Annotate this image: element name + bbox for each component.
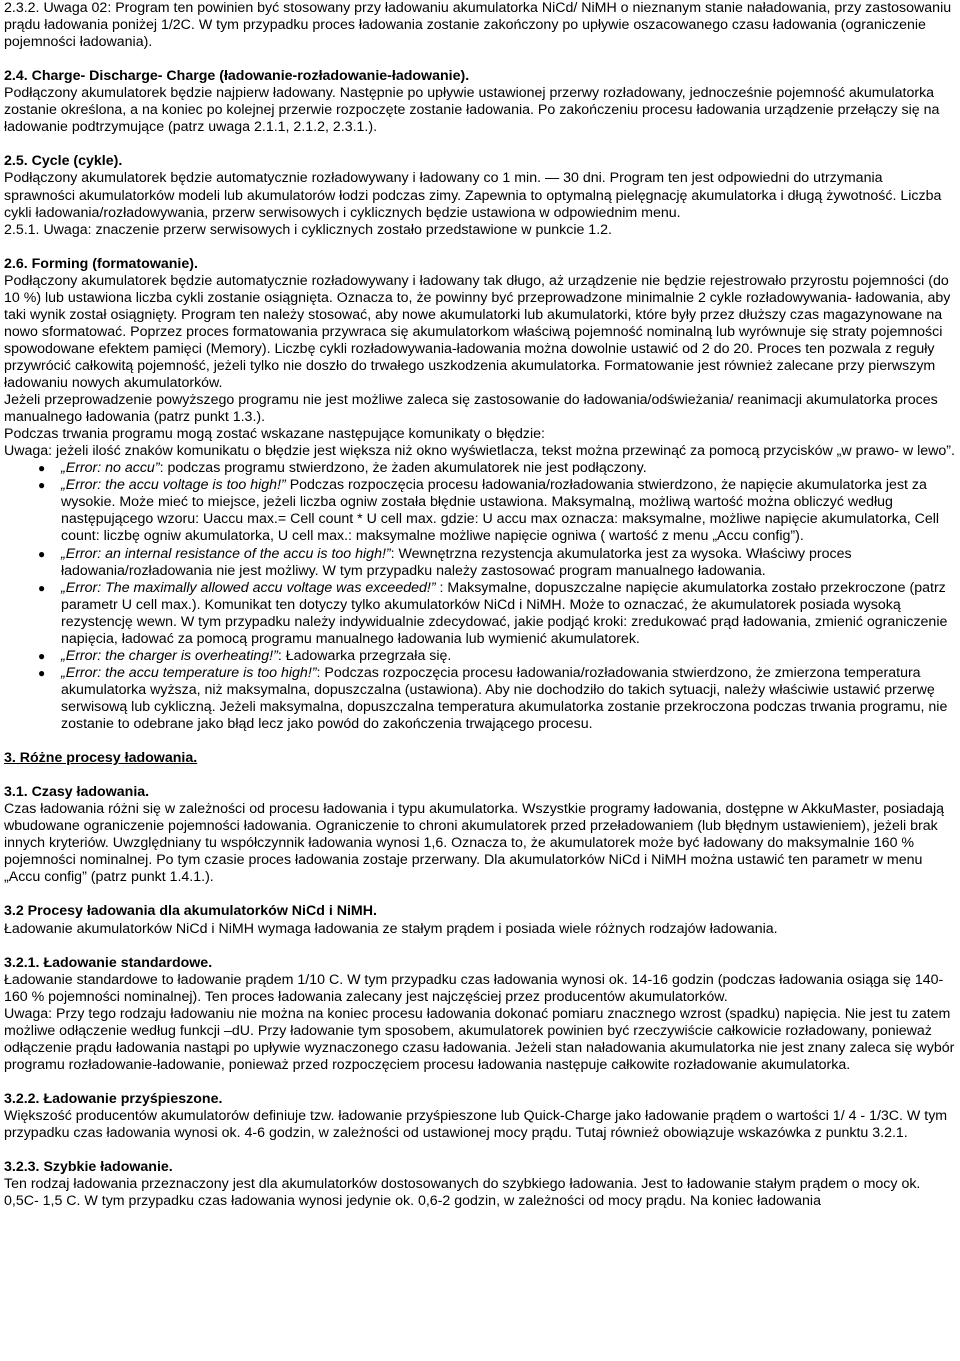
note-2-5-1: 2.5.1. Uwaga: znaczenie przerw serwisowych i cyklicznych zostało przedstawione w punkcie 1.2.	[4, 221, 612, 238]
section-3-2-body: Ładowanie akumulatorków NiCd i NiMH wymaga ładowania ze stałym prądem i posiada wiele różnych rodzajów ładowania.	[4, 920, 778, 937]
error-description: : Podczas rozpoczęcia procesu ładowania/rozładowania stwierdzono, że zmierzona temperatura akumulatorka wyższa, niż maksymalna, dopuszczalna (ustawiona). Aby nie dochodziło do takich sytuacji, należy właściwie ustawić przerwę serwisową lub cykliczną. Jeżeli maksymalna, dopuszczalna temperatura akumulatorka zostanie przekroczona podczas trwania programu, nie zostanie to odebrane jako błąd lecz jako powód do zakończenia trwającego procesu.	[61, 664, 948, 732]
error-message: „Error: the accu voltage is too high!”	[61, 477, 286, 494]
section-2-6-body-3: Podczas trwania programu mogą zostać wskazane następujące komunikaty o błędzie:	[4, 426, 545, 443]
section-3-2-1-body: Ładowanie standardowe to ładowanie prądem 1/10 C. W tym przypadku czas ładowania wynosi ok. 14-16 godzin (podczas ładowania osiąga się 140-160 % pojemności nominalnej). Ten proces ładowania zalecany jest najczęściej przez producentów akumulatorków.	[4, 971, 944, 1005]
spacer	[4, 239, 956, 256]
bullet-icon: ●	[38, 648, 46, 663]
section-3-2-1-body-2: Uwaga: Przy tego rodzaju ładowaniu nie można na koniec procesu ładowania dokonać pomiaru znacznego wzrost (spadku) napięcia. Nie jest tu zatem możliwe odłączenie według funkcji –dU. Przy ładowanie tym sposobem, akumulatorek powinien być rzeczywiście całkowicie rozładowany, ponieważ odłączenie prądu ładowania nastąpi po upływie wyznaczonego czasu ładowania. Jeżeli stan naładowania akumulatorka nie jest znany zaleca się wybór programu rozładowanie-ładowanie, ponieważ przed rozpoczęciem procesu ładowania następuje całkowite rozładowanie akumulatorka.	[4, 1005, 955, 1073]
error-description: : Wewnętrzna rezystencja akumulatorka jest za wysoka. Właściwy proces ładowania/rozładowania nie jest możliwy. W tym przypadku należy zastosować program manualnego ładowania.	[61, 545, 852, 579]
section-3-2-2-title: 3.2.2. Ładowanie przyśpieszone.	[4, 1091, 223, 1107]
bullet-icon: ●	[38, 665, 46, 680]
list-item	[4, 477, 956, 545]
section-2-5-title: 2.5. Cycle (cykle).	[4, 153, 123, 170]
spacer	[4, 1142, 956, 1159]
bullet-icon: ●	[38, 461, 46, 476]
bullet-icon: ●	[38, 546, 46, 561]
list-item	[4, 546, 956, 580]
spacer	[4, 136, 956, 153]
spacer	[4, 886, 956, 903]
list-item	[4, 665, 956, 733]
error-description: Podczas rozpoczęcia procesu ładowania/rozładowania stwierdzono, że napięcie akumulatorka jest za wysokie. Może mieć to miejsce, jeżeli liczba ogniw została błędnie ustawiona. Maksymalną, możliwą wartość można obliczyć według następującego wzoru: Uaccu max.= Cell count * U cell max. gdzie: U accu max oznacza: maksymalne, możliwe napięcie akumulatorka, Cell count: liczbę ogniw akumulatorka, U cell max.: maksymalne możliwe napięcie ogniwa ( wartość z menu „Accu config”).	[61, 477, 940, 545]
section-2-6-title: 2.6. Forming (formatowanie).	[4, 255, 198, 272]
error-message: „Error: the accu temperature is too high!”	[61, 664, 317, 681]
error-list	[4, 460, 956, 733]
section-2-6-body-2: Jeżeli przeprowadzenie powyższego programu nie jest możliwe zaleca się zastosowanie do ładowania/odświeżania/ reanimacji akumulatorka proces manualnego ładowania (patrz punkt 1.3.).	[4, 392, 938, 426]
error-description: : Ładowarka przegrzała się.	[277, 647, 452, 664]
spacer	[4, 938, 956, 955]
section-2-6-body-4: Uwaga: jeżeli ilość znaków komunikatu o błędzie jest większa niż okno wyświetlacza, tekst można przewinąć za pomocą przycisków „w prawo- w lewo”.	[4, 443, 955, 460]
section-2-4-body: Podłączony akumulatorek będzie najpierw ładowany. Następnie po upływie ustawionej przerwy rozładowany, jednocześnie pojemność akumulatorka zostanie określona, a na koniec po kolejnej przerwie rozpoczęte zostanie ładowania. Po zakończeniu procesu ładowania urządzenie przełączy się na ładowanie podtrzymujące (patrz uwaga 2.1.1, 2.1.2, 2.3.1.).	[4, 85, 940, 136]
error-description: : Maksymalne, dopuszczalne napięcie akumulatorka zostało przekroczone (patrz parametr U cell max.). Komunikat ten dotyczy tylko akumulatorków NiCd i NiMH. Może to oznaczać, że akumulatorek posiada wysoką rezystencję wewn. W tym przypadku należy indywidualnie zdecydować, jakie podjąć kroki: zredukować prąd ładowania, zmienić ograniczenie napięcia, ładować za pomocą programu manualnego ładowania lub wymienić akumulatorek.	[61, 579, 948, 647]
bullet-icon: ●	[38, 478, 46, 493]
error-message: „Error: no accu”	[61, 460, 160, 477]
list-item	[4, 648, 956, 665]
section-3-2-2-body: Większość producentów akumulatorów definiuje tzw. ładowanie przyśpieszone lub Quick-Charge jako ładowanie prądem o wartości 1/ 4 - 1/3C. W tym przypadku czas ładowania wynosi ok. 4-6 godzin, w zależności od ustawionej mocy prądu. Tutaj również obowiązuje wskazówka z punktu 3.2.1.	[4, 1108, 948, 1142]
error-message: „Error: an internal resistance of the accu is too high!”	[61, 545, 391, 562]
section-3-title: 3. Różne procesy ładowania.	[4, 750, 198, 767]
section-2-6-body: Podłączony akumulatorek będzie automatycznie rozładowywany i ładowany tak długo, aż urządzenie nie będzie rejestrowało przyrostu pojemności (do 10 %) lub ustawiona liczba cykli zostanie osiągnięta. Oznacza to, że powinny być przeprowadzone minimalnie 2 cykle rozładowywania- ładowania, aby taki wynik został osiągnięty. Program ten należy stosować, aby nowe akumulatorki lub akumulatorki, które były przez dłuższy czas magazynowane na nowo sformatować. Poprzez proces formatowania przywraca się akumulatorkom właściwą pojemność nominalną lub wyrównuje się straty pojemności spowodowane efektem pamięci (Memory). Liczbę cykli rozładowywania-ładowania można dowolnie ustawić od 2 do 20. Proces ten pozwala z reguły przywrócić całkowitą pojemność, jeżeli tylko nie doszło do trwałego uszkodzenia akumulatorka. Formatowanie jest również zalecane przy pierwszym ładowaniu nowych akumulatorków.	[4, 272, 951, 392]
section-3-2-3-title: 3.2.3. Szybkie ładowanie.	[4, 1159, 173, 1176]
spacer	[4, 1074, 956, 1091]
section-3-1-body: Czas ładowania różni się w zależności od procesu ładowania i typu akumulatorka. Wszystkie programy ładowania, dostępne w AkkuMaster, posiadają wbudowane ograniczenie pojemności ładowania. Ograniczenie to chroni akumulatorek przed przeładowaniem (lub błędnym ustawieniem), jeżeli brak innych kryteriów. Uwzględniany tu współczynnik ładowania wynosi 1,6. Oznacza to, że akumulatorek może być ładowany do maksymalnie 160 % pojemności nominalnej. Po tym czasie proces ładowania zostaje przerwany. Dla akumulatorków NiCd i NiMH można ustawić ten parametr w menu „Accu config” (patrz punkt 1.4.1.).	[4, 801, 945, 886]
error-message: „Error: the charger is overheating!”	[61, 647, 278, 664]
note-2-3-2: 2.3.2. Uwaga 02: Program ten powinien być stosowany przy ładowaniu akumulatorka NiCd/ NiMH o nieznanym stanie naładowania, przy zastosowaniu prądu ładowania poniżej 1/2C. W tym przypadku proces ładowania zostanie zakończony po upływie oszacowanego czasu ładowania (ograniczenie pojemności ładowania).	[4, 0, 952, 51]
list-item	[4, 460, 956, 477]
list-item	[4, 580, 956, 648]
section-2-4-title: 2.4. Charge- Discharge- Charge (ładowanie-rozładowanie-ładowanie).	[4, 68, 470, 85]
section-3-1-title: 3.1. Czasy ładowania.	[4, 784, 150, 801]
error-description: : podczas programu stwierdzono, że żaden akumulatorek nie jest podłączony.	[159, 460, 647, 477]
spacer	[4, 51, 956, 68]
section-3-2-title: 3.2 Procesy ładowania dla akumulatorków NiCd i NiMH.	[4, 903, 377, 920]
section-2-5-body: Podłączony akumulatorek będzie automatycznie rozładowywany i ładowany co 1 min. — 30 dni. Program ten jest odpowiedni do utrzymania sprawności akumulatorków modeli lub akumulatorów łodzi podczas zimy. Zapewnia to optymalną pielęgnację akumulatorka i długą żywotność. Liczba cykli ładowania/rozładowywania, przerw serwisowych i cyklicznych będzie ustawiona w odpowiednim menu.	[4, 170, 942, 221]
spacer	[4, 733, 956, 750]
spacer	[4, 767, 956, 784]
error-message: „Error: The maximally allowed accu voltage was exceeded!”	[61, 579, 436, 596]
bullet-icon: ●	[38, 580, 46, 595]
section-3-2-1-title: 3.2.1. Ładowanie standardowe.	[4, 954, 213, 971]
section-3-2-3-body: Ten rodzaj ładowania przeznaczony jest dla akumulatorków dostosowanych do szybkiego ładowania. Jest to ładowanie stałym prądem o mocy ok. 0,5C- 1,5 C. W tym przypadku czas ładowania wynosi jedynie ok. 0,6-2 godzin, w zależności od mocy prądu. Na koniec ładowania	[4, 1176, 921, 1210]
